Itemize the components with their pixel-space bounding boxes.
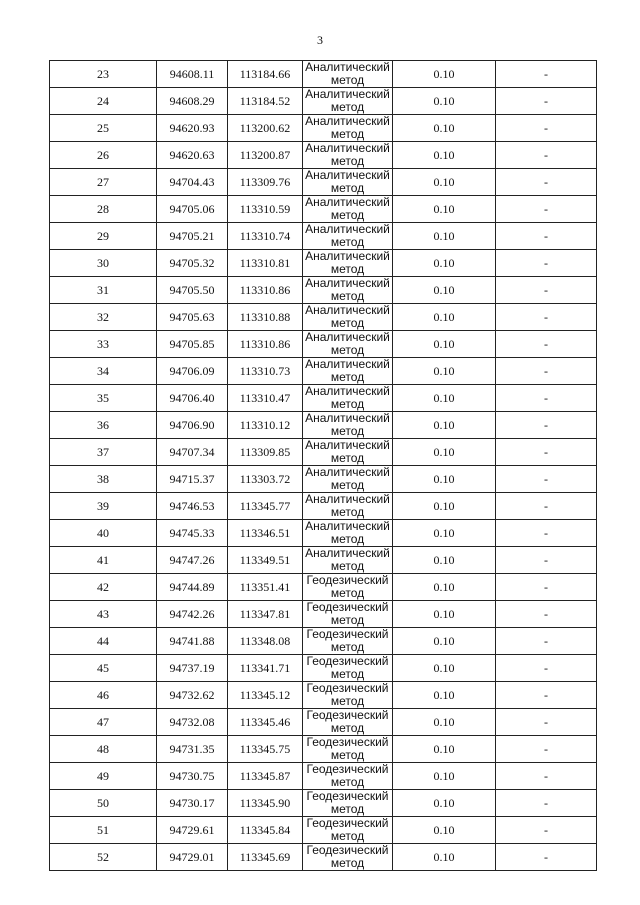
point-number-cell: 31 [50, 277, 157, 304]
method-line-1: Аналитический [305, 60, 390, 74]
point-number-cell: 49 [50, 763, 157, 790]
method-line-2: метод [330, 154, 365, 168]
method-line-2: метод [330, 397, 365, 411]
table-row [50, 250, 597, 277]
method-line-1: Геодезический [306, 843, 389, 857]
point-number-cell: 47 [50, 709, 157, 736]
point-number-cell: 28 [50, 196, 157, 223]
x-coordinate-cell: 94732.08 [157, 709, 228, 736]
accuracy-cell: 0.10 [393, 601, 496, 628]
y-coordinate-cell: 113309.85 [228, 439, 303, 466]
method-line-1: Геодезический [306, 708, 389, 722]
x-coordinate-cell: 94705.32 [157, 250, 228, 277]
accuracy-cell: 0.10 [393, 655, 496, 682]
point-number-cell: 45 [50, 655, 157, 682]
method-line-1: Аналитический [305, 519, 390, 533]
method-cell [303, 196, 393, 223]
method-line-1: Геодезический [306, 600, 389, 614]
y-coordinate-cell: 113200.87 [228, 142, 303, 169]
method-line-1: Аналитический [305, 87, 390, 101]
x-coordinate-cell: 94741.88 [157, 628, 228, 655]
point-number-cell: 50 [50, 790, 157, 817]
table-row [50, 601, 597, 628]
accuracy-cell: 0.10 [393, 763, 496, 790]
x-coordinate-cell: 94608.29 [157, 88, 228, 115]
table-row [50, 466, 597, 493]
method-line-1: Аналитический [305, 465, 390, 479]
x-coordinate-cell: 94620.93 [157, 115, 228, 142]
method-line-1: Аналитический [305, 357, 390, 371]
method-cell [303, 682, 393, 709]
method-line-2: метод [330, 262, 365, 276]
accuracy-cell: 0.10 [393, 358, 496, 385]
accuracy-cell: 0.10 [393, 88, 496, 115]
y-coordinate-cell: 113310.73 [228, 358, 303, 385]
accuracy-cell: 0.10 [393, 412, 496, 439]
x-coordinate-cell: 94620.63 [157, 142, 228, 169]
table-row [50, 223, 597, 250]
x-coordinate-cell: 94742.26 [157, 601, 228, 628]
method-line-1: Аналитический [305, 492, 390, 506]
note-cell: - [496, 61, 597, 88]
y-coordinate-cell: 113310.86 [228, 277, 303, 304]
note-cell: - [496, 358, 597, 385]
x-coordinate-cell: 94705.21 [157, 223, 228, 250]
note-cell: - [496, 520, 597, 547]
table-row [50, 736, 597, 763]
point-number-cell: 48 [50, 736, 157, 763]
accuracy-cell: 0.10 [393, 709, 496, 736]
point-number-cell: 34 [50, 358, 157, 385]
accuracy-cell: 0.10 [393, 520, 496, 547]
note-cell: - [496, 790, 597, 817]
method-cell [303, 520, 393, 547]
method-cell [303, 763, 393, 790]
point-number-cell: 40 [50, 520, 157, 547]
point-number-cell: 44 [50, 628, 157, 655]
note-cell: - [496, 277, 597, 304]
method-line-2: метод [330, 559, 365, 573]
method-line-2: метод [330, 532, 365, 546]
point-number-cell: 36 [50, 412, 157, 439]
method-line-1: Аналитический [305, 303, 390, 317]
y-coordinate-cell: 113345.69 [228, 844, 303, 871]
method-line-1: Геодезический [306, 816, 389, 830]
y-coordinate-cell: 113345.90 [228, 790, 303, 817]
table-row [50, 439, 597, 466]
accuracy-cell: 0.10 [393, 142, 496, 169]
point-number-cell: 25 [50, 115, 157, 142]
note-cell: - [496, 709, 597, 736]
point-number-cell: 32 [50, 304, 157, 331]
method-cell [303, 358, 393, 385]
method-line-1: Аналитический [305, 276, 390, 290]
method-line-1: Аналитический [305, 411, 390, 425]
accuracy-cell: 0.10 [393, 439, 496, 466]
y-coordinate-cell: 113310.59 [228, 196, 303, 223]
point-number-cell: 51 [50, 817, 157, 844]
method-line-2: метод [330, 505, 365, 519]
method-line-2: метод [330, 424, 365, 438]
table-row [50, 709, 597, 736]
method-line-2: метод [330, 586, 365, 600]
method-cell [303, 817, 393, 844]
accuracy-cell: 0.10 [393, 61, 496, 88]
x-coordinate-cell: 94707.34 [157, 439, 228, 466]
accuracy-cell: 0.10 [393, 331, 496, 358]
note-cell: - [496, 682, 597, 709]
method-cell [303, 304, 393, 331]
point-number-cell: 23 [50, 61, 157, 88]
y-coordinate-cell: 113310.47 [228, 385, 303, 412]
accuracy-cell: 0.10 [393, 196, 496, 223]
y-coordinate-cell: 113345.84 [228, 817, 303, 844]
table-row [50, 520, 597, 547]
table-row [50, 682, 597, 709]
x-coordinate-cell: 94608.11 [157, 61, 228, 88]
method-cell [303, 736, 393, 763]
x-coordinate-cell: 94744.89 [157, 574, 228, 601]
method-cell [303, 790, 393, 817]
table-row [50, 574, 597, 601]
coordinates-table-body [50, 61, 597, 871]
x-coordinate-cell: 94705.85 [157, 331, 228, 358]
x-coordinate-cell: 94737.19 [157, 655, 228, 682]
method-line-2: метод [330, 829, 365, 843]
y-coordinate-cell: 113347.81 [228, 601, 303, 628]
method-line-2: метод [330, 640, 365, 654]
point-number-cell: 38 [50, 466, 157, 493]
note-cell: - [496, 817, 597, 844]
method-cell [303, 250, 393, 277]
x-coordinate-cell: 94705.06 [157, 196, 228, 223]
point-number-cell: 46 [50, 682, 157, 709]
method-line-1: Геодезический [306, 654, 389, 668]
x-coordinate-cell: 94706.90 [157, 412, 228, 439]
method-line-1: Аналитический [305, 168, 390, 182]
note-cell: - [496, 115, 597, 142]
y-coordinate-cell: 113351.41 [228, 574, 303, 601]
x-coordinate-cell: 94745.33 [157, 520, 228, 547]
y-coordinate-cell: 113346.51 [228, 520, 303, 547]
method-cell [303, 142, 393, 169]
table-row [50, 88, 597, 115]
x-coordinate-cell: 94729.61 [157, 817, 228, 844]
y-coordinate-cell: 113184.66 [228, 61, 303, 88]
note-cell: - [496, 466, 597, 493]
method-cell [303, 547, 393, 574]
x-coordinate-cell: 94706.40 [157, 385, 228, 412]
method-line-1: Аналитический [305, 330, 390, 344]
note-cell: - [496, 574, 597, 601]
page-number: 3 [317, 33, 323, 47]
x-coordinate-cell: 94705.50 [157, 277, 228, 304]
note-cell: - [496, 844, 597, 871]
method-cell [303, 574, 393, 601]
note-cell: - [496, 736, 597, 763]
table-row [50, 304, 597, 331]
method-cell [303, 277, 393, 304]
note-cell: - [496, 304, 597, 331]
method-line-1: Аналитический [305, 141, 390, 155]
accuracy-cell: 0.10 [393, 844, 496, 871]
note-cell: - [496, 412, 597, 439]
accuracy-cell: 0.10 [393, 817, 496, 844]
point-number-cell: 42 [50, 574, 157, 601]
method-line-2: метод [330, 856, 365, 870]
table-row [50, 196, 597, 223]
note-cell: - [496, 601, 597, 628]
method-line-2: метод [330, 748, 365, 762]
method-cell [303, 601, 393, 628]
method-line-1: Геодезический [306, 762, 389, 776]
method-line-2: метод [330, 451, 365, 465]
accuracy-cell: 0.10 [393, 790, 496, 817]
method-cell [303, 439, 393, 466]
table-row [50, 358, 597, 385]
point-number-cell: 33 [50, 331, 157, 358]
note-cell: - [496, 196, 597, 223]
method-line-2: метод [330, 235, 365, 249]
method-cell [303, 61, 393, 88]
method-cell [303, 385, 393, 412]
y-coordinate-cell: 113345.87 [228, 763, 303, 790]
table-row [50, 115, 597, 142]
note-cell: - [496, 169, 597, 196]
point-number-cell: 37 [50, 439, 157, 466]
method-line-2: метод [330, 100, 365, 114]
method-cell [303, 655, 393, 682]
table-row [50, 790, 597, 817]
method-cell [303, 412, 393, 439]
method-line-2: метод [330, 802, 365, 816]
point-number-cell: 30 [50, 250, 157, 277]
note-cell: - [496, 547, 597, 574]
method-line-2: метод [330, 316, 365, 330]
table-row [50, 331, 597, 358]
method-line-1: Геодезический [306, 627, 389, 641]
accuracy-cell: 0.10 [393, 682, 496, 709]
note-cell: - [496, 763, 597, 790]
accuracy-cell: 0.10 [393, 304, 496, 331]
x-coordinate-cell: 94715.37 [157, 466, 228, 493]
table-row [50, 412, 597, 439]
table-row [50, 385, 597, 412]
table-row [50, 763, 597, 790]
method-line-2: метод [330, 478, 365, 492]
method-cell [303, 709, 393, 736]
method-line-2: метод [330, 127, 365, 141]
method-line-2: метод [330, 613, 365, 627]
method-cell [303, 493, 393, 520]
accuracy-cell: 0.10 [393, 385, 496, 412]
x-coordinate-cell: 94729.01 [157, 844, 228, 871]
method-cell [303, 169, 393, 196]
accuracy-cell: 0.10 [393, 250, 496, 277]
method-line-2: метод [330, 289, 365, 303]
note-cell: - [496, 223, 597, 250]
point-number-cell: 43 [50, 601, 157, 628]
x-coordinate-cell: 94731.35 [157, 736, 228, 763]
accuracy-cell: 0.10 [393, 169, 496, 196]
table-row [50, 817, 597, 844]
x-coordinate-cell: 94704.43 [157, 169, 228, 196]
method-line-2: метод [330, 370, 365, 384]
method-line-2: метод [330, 208, 365, 222]
table-row [50, 628, 597, 655]
method-line-1: Геодезический [306, 735, 389, 749]
method-cell [303, 88, 393, 115]
note-cell: - [496, 331, 597, 358]
accuracy-cell: 0.10 [393, 493, 496, 520]
method-line-1: Аналитический [305, 114, 390, 128]
x-coordinate-cell: 94706.09 [157, 358, 228, 385]
y-coordinate-cell: 113349.51 [228, 547, 303, 574]
x-coordinate-cell: 94746.53 [157, 493, 228, 520]
point-number-cell: 52 [50, 844, 157, 871]
accuracy-cell: 0.10 [393, 115, 496, 142]
y-coordinate-cell: 113348.08 [228, 628, 303, 655]
method-cell [303, 844, 393, 871]
y-coordinate-cell: 113309.76 [228, 169, 303, 196]
accuracy-cell: 0.10 [393, 547, 496, 574]
y-coordinate-cell: 113345.12 [228, 682, 303, 709]
method-line-1: Аналитический [305, 222, 390, 236]
y-coordinate-cell: 113200.62 [228, 115, 303, 142]
table-row [50, 277, 597, 304]
point-number-cell: 41 [50, 547, 157, 574]
point-number-cell: 26 [50, 142, 157, 169]
y-coordinate-cell: 113345.46 [228, 709, 303, 736]
point-number-cell: 39 [50, 493, 157, 520]
method-line-1: Геодезический [306, 681, 389, 695]
table-row [50, 493, 597, 520]
method-line-1: Аналитический [305, 249, 390, 263]
y-coordinate-cell: 113310.74 [228, 223, 303, 250]
method-line-1: Аналитический [305, 546, 390, 560]
method-line-2: метод [330, 667, 365, 681]
y-coordinate-cell: 113310.12 [228, 412, 303, 439]
point-number-cell: 24 [50, 88, 157, 115]
method-line-2: метод [330, 694, 365, 708]
method-line-1: Аналитический [305, 195, 390, 209]
method-line-2: метод [330, 73, 365, 87]
method-line-1: Аналитический [305, 384, 390, 398]
table-row [50, 169, 597, 196]
y-coordinate-cell: 113303.72 [228, 466, 303, 493]
point-number-cell: 35 [50, 385, 157, 412]
table-row [50, 61, 597, 88]
note-cell: - [496, 439, 597, 466]
note-cell: - [496, 142, 597, 169]
method-line-1: Аналитический [305, 438, 390, 452]
note-cell: - [496, 250, 597, 277]
note-cell: - [496, 628, 597, 655]
accuracy-cell: 0.10 [393, 628, 496, 655]
table-row [50, 142, 597, 169]
method-line-2: метод [330, 721, 365, 735]
accuracy-cell: 0.10 [393, 277, 496, 304]
point-number-cell: 27 [50, 169, 157, 196]
table-row [50, 547, 597, 574]
x-coordinate-cell: 94705.63 [157, 304, 228, 331]
method-cell [303, 115, 393, 142]
y-coordinate-cell: 113310.86 [228, 331, 303, 358]
method-cell [303, 223, 393, 250]
accuracy-cell: 0.10 [393, 466, 496, 493]
x-coordinate-cell: 94747.26 [157, 547, 228, 574]
accuracy-cell: 0.10 [393, 736, 496, 763]
x-coordinate-cell: 94730.17 [157, 790, 228, 817]
method-line-2: метод [330, 343, 365, 357]
accuracy-cell: 0.10 [393, 574, 496, 601]
table-row [50, 655, 597, 682]
method-cell [303, 466, 393, 493]
method-line-1: Геодезический [306, 573, 389, 587]
note-cell: - [496, 88, 597, 115]
x-coordinate-cell: 94730.75 [157, 763, 228, 790]
note-cell: - [496, 385, 597, 412]
coordinates-table [49, 60, 597, 871]
method-cell [303, 628, 393, 655]
y-coordinate-cell: 113184.52 [228, 88, 303, 115]
note-cell: - [496, 493, 597, 520]
y-coordinate-cell: 113310.88 [228, 304, 303, 331]
method-line-1: Геодезический [306, 789, 389, 803]
y-coordinate-cell: 113345.77 [228, 493, 303, 520]
method-cell [303, 331, 393, 358]
y-coordinate-cell: 113345.75 [228, 736, 303, 763]
y-coordinate-cell: 113341.71 [228, 655, 303, 682]
y-coordinate-cell: 113310.81 [228, 250, 303, 277]
table-row [50, 844, 597, 871]
point-number-cell: 29 [50, 223, 157, 250]
x-coordinate-cell: 94732.62 [157, 682, 228, 709]
method-line-2: метод [330, 181, 365, 195]
accuracy-cell: 0.10 [393, 223, 496, 250]
note-cell: - [496, 655, 597, 682]
method-line-2: метод [330, 775, 365, 789]
